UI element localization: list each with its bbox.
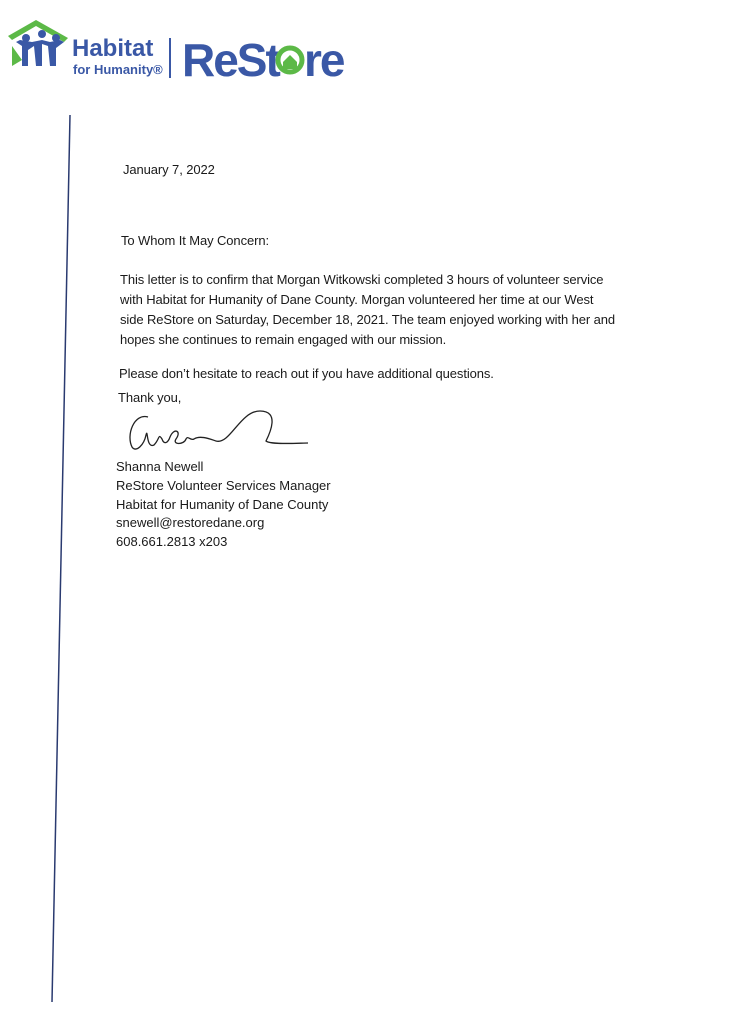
habitat-restore-logo (4, 16, 364, 86)
svg-text:re: re (304, 34, 344, 86)
body-line: side ReStore on Saturday, December 18, 2021. The team enjoyed working with her and (120, 312, 615, 327)
signer-name: Shanna Newell (116, 459, 204, 474)
sign-off: Thank you, (118, 390, 182, 405)
handwritten-signature (120, 405, 320, 460)
body-line: hopes she continues to remain engaged with our mission. (120, 332, 447, 347)
body-line: with Habitat for Humanity of Dane County. Morgan volunteered her time at our West (120, 292, 594, 307)
closing-note: Please don’t hesitate to reach out if you have additional questions. (119, 366, 494, 381)
salutation: To Whom It May Concern: (121, 233, 269, 248)
letter-body (120, 270, 615, 350)
signer-title: ReStore Volunteer Services Manager (116, 477, 331, 493)
body-line: This letter is to confirm that Morgan Witkowski completed 3 hours of volunteer service (120, 272, 604, 287)
signer-email: snewell@restoredane.org (116, 515, 265, 531)
letter-date: January 7, 2022 (123, 162, 215, 177)
svg-text:Habitat: Habitat (72, 35, 154, 62)
signer-phone: 608.661.2813 x203 (116, 534, 228, 550)
signer-organization: Habitat for Humanity of Dane County (116, 496, 329, 512)
signature-block (116, 458, 331, 552)
svg-text:ReSt: ReSt (182, 34, 279, 86)
svg-text:for Humanity®: for Humanity® (73, 62, 163, 77)
